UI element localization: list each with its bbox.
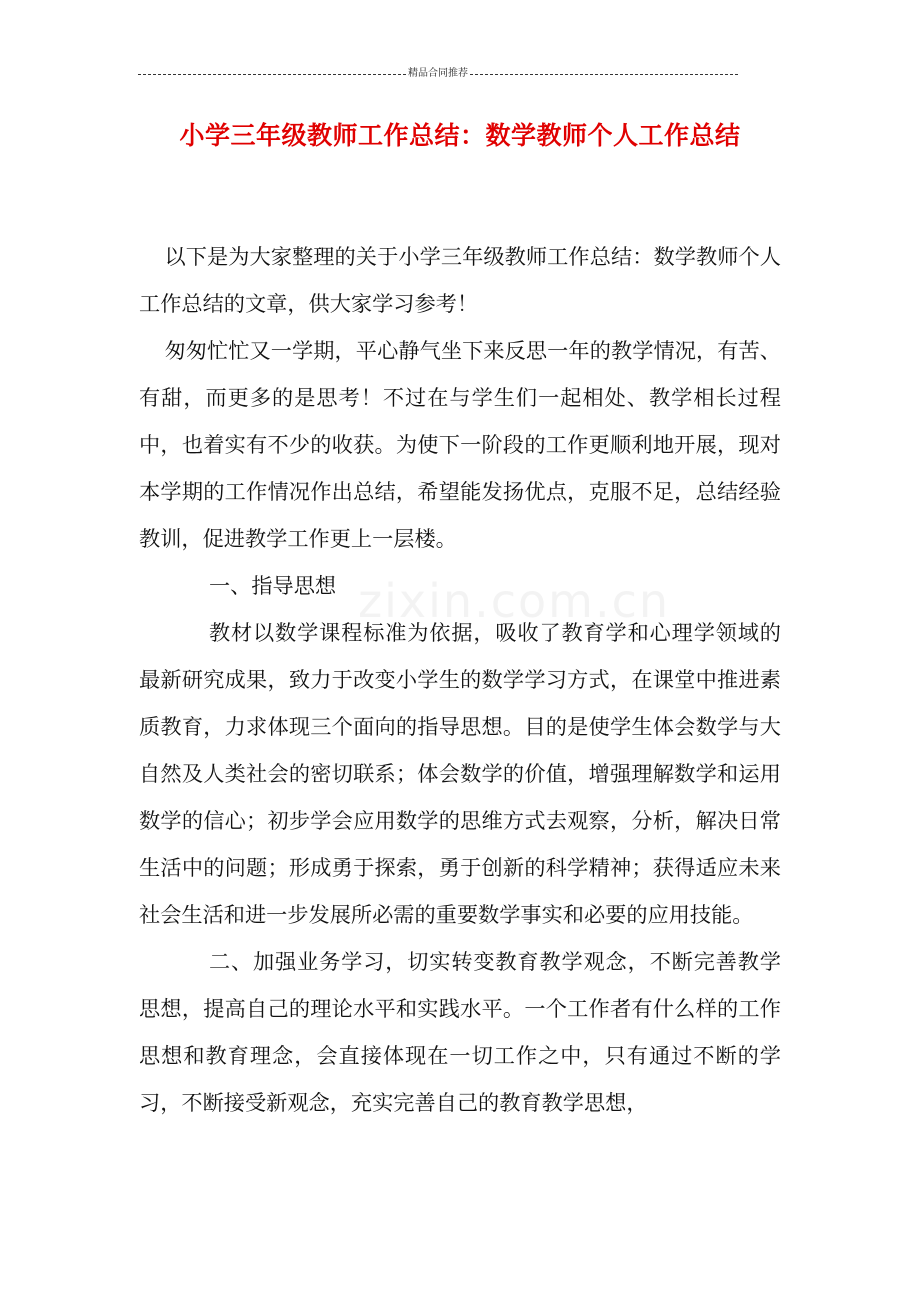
watermark: zixin.com.cn xyxy=(358,574,671,628)
intro-paragraph: 以下是为大家整理的关于小学三年级教师工作总结：数学教师个人工作总结的文章，供大家学习参考！ xyxy=(139,244,781,316)
document-title: 小学三年级教师工作总结：数学教师个人工作总结 xyxy=(179,121,741,150)
section-heading-guiding-thought: 一、指导思想 xyxy=(208,573,337,598)
header-dashes-right xyxy=(470,74,738,75)
header-rule xyxy=(138,66,738,82)
header-label: 精品合同推荐 xyxy=(408,68,468,79)
document-body xyxy=(139,233,781,1126)
header-dashes-left xyxy=(138,74,406,75)
reflection-paragraph: 匆匆忙忙又一学期，平心静气坐下来反思一年的教学情况，有苦、有甜，而更多的是思考！不过在与学生们一起相处、教学相长过程中，也着实有不少的收获。为使下一阶段的工作更顺利地开展，现对本学期的工作情况作出总结，希望能发扬优点，克服不足，总结经验教训，促进教学工作更上一层楼。 xyxy=(139,338,781,551)
study-paragraph: 二、加强业务学习，切实转变教育教学观念，不断完善教学思想，提高自己的理论水平和实践水平。一个工作者有什么样的工作思想和教育理念，会直接体现在一切工作之中，只有通过不断的学习，不断接受新观念，充实完善自己的教育教学思想， xyxy=(139,949,781,1115)
guiding-thought-paragraph: 教材以数学课程标准为依据，吸收了教育学和心理学领域的最新研究成果，致力于改变小学生的数学学习方式，在课堂中推进素质教育，力求体现三个面向的指导思想。目的是使学生体会数学与大自然及人类社会的密切联系；体会数学的价值，增强理解数学和运用数学的信心；初步学会应用数学的思维方式去观察，分析，解决日常生活中的问题；形成勇于探索，勇于创新的科学精神；获得适应未来社会生活和进一步发展所必需的重要数学事实和必要的应用技能。 xyxy=(139,620,781,927)
